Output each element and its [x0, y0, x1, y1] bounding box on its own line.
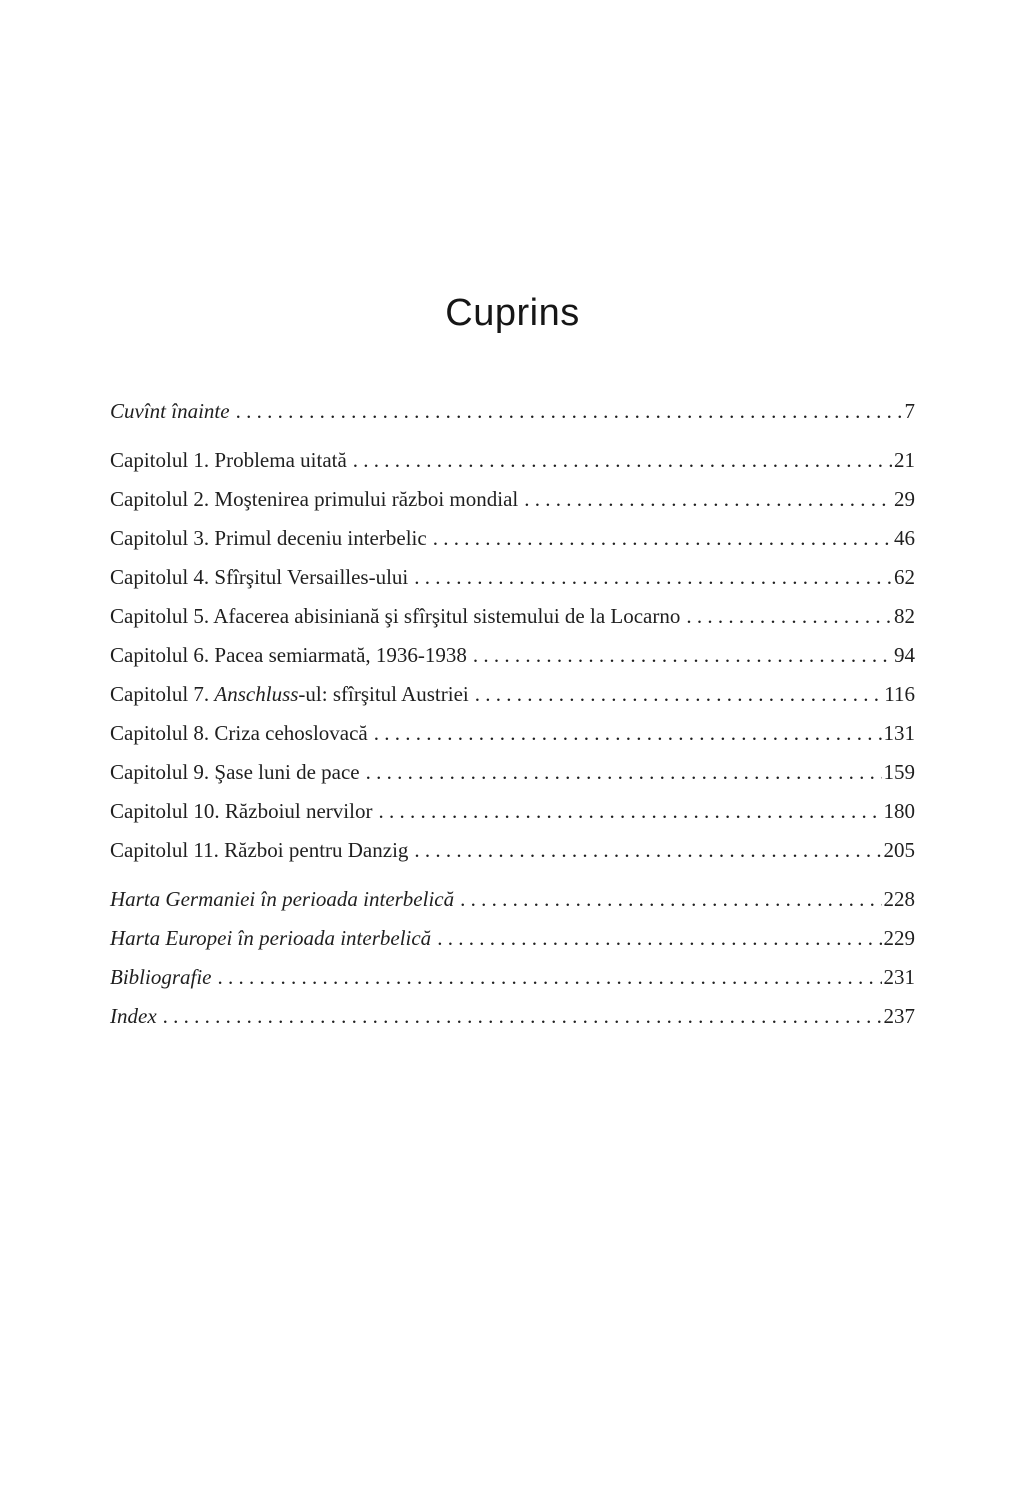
dot-leader: [374, 721, 882, 746]
dot-leader: [414, 565, 892, 590]
dot-leader: [163, 1004, 882, 1029]
dot-leader: [378, 799, 881, 824]
dot-leader: [353, 448, 892, 473]
toc-entry-page: 29: [894, 487, 915, 511]
dot-leader: [686, 604, 892, 629]
toc-entry-page: 237: [883, 1004, 915, 1028]
toc-entry: [110, 926, 915, 951]
toc-list: [110, 399, 915, 1029]
toc-entry-label: Harta Germaniei în perioada interbelică: [110, 887, 455, 911]
toc-entry: [110, 799, 915, 824]
toc-entry-page: 7: [904, 399, 915, 423]
toc-entry: [110, 682, 915, 707]
toc-entry-label: Capitolul 10. Războiul nervilor: [110, 799, 373, 823]
toc-entry-label: Index: [110, 1004, 157, 1028]
toc-entry: [110, 399, 915, 424]
dot-leader: [218, 965, 882, 990]
toc-entry-label: Capitolul 3. Primul deceniu interbelic: [110, 526, 427, 550]
toc-entry: [110, 487, 915, 512]
toc-entry-page: 228: [883, 887, 915, 911]
toc-entry-page: 94: [894, 643, 915, 667]
toc-entry: [110, 1004, 915, 1029]
page-content: [0, 292, 1024, 1029]
toc-entry-page: 46: [894, 526, 915, 550]
toc-entry-label: Capitolul 5. Afacerea abisiniană şi sfîrşitul sistemului de la Locarno: [110, 604, 681, 628]
toc-entry-page: 82: [894, 604, 915, 628]
dot-leader: [433, 526, 892, 551]
toc-entry-page: 62: [894, 565, 915, 589]
toc-entry: [110, 965, 915, 990]
toc-entry-label: Harta Europei în perioada interbelică: [110, 926, 432, 950]
toc-entry-page: 205: [883, 838, 915, 862]
toc-entry: [110, 760, 915, 785]
toc-entry-label: Capitolul 7. Anschluss-ul: sfîrşitul Austriei: [110, 682, 469, 706]
dot-leader: [236, 399, 903, 424]
toc-entry-page: 21: [894, 448, 915, 472]
toc-entry-label: Capitolul 6. Pacea semiarmată, 1936-1938: [110, 643, 467, 667]
dot-leader: [460, 887, 881, 912]
toc-entry: [110, 721, 915, 746]
toc-entry: [110, 565, 915, 590]
toc-entry-label: Capitolul 8. Criza cehoslovacă: [110, 721, 368, 745]
toc-entry-label: Capitolul 2. Moştenirea primului război mondial: [110, 487, 519, 511]
toc-entry-page: 159: [883, 760, 915, 784]
dot-leader: [473, 643, 892, 668]
toc-entry-label: Capitolul 4. Sfîrşitul Versailles-ului: [110, 565, 409, 589]
toc-entry: [110, 526, 915, 551]
toc-entry-page: 180: [883, 799, 915, 823]
dot-leader: [414, 838, 881, 863]
toc-entry-label: Bibliografie: [110, 965, 212, 989]
dot-leader: [524, 487, 892, 512]
toc-entry-page: 231: [883, 965, 915, 989]
toc-entry: [110, 838, 915, 863]
toc-entry: [110, 643, 915, 668]
toc-entry-label: Capitolul 11. Război pentru Danzig: [110, 838, 409, 862]
page-title: Cuprins: [445, 292, 580, 334]
toc-entry: [110, 604, 915, 629]
toc-entry-page: 116: [884, 682, 915, 706]
toc-entry-label: Capitolul 9. Şase luni de pace: [110, 760, 360, 784]
toc-entry-label: Cuvînt înainte: [110, 399, 230, 423]
toc-entry-label: Capitolul 1. Problema uitată: [110, 448, 347, 472]
dot-leader: [475, 682, 883, 707]
dot-leader: [437, 926, 881, 951]
toc-entry-page: 229: [883, 926, 915, 950]
toc-entry: [110, 448, 915, 473]
dot-leader: [366, 760, 882, 785]
toc-entry: [110, 887, 915, 912]
toc-entry-page: 131: [883, 721, 915, 745]
